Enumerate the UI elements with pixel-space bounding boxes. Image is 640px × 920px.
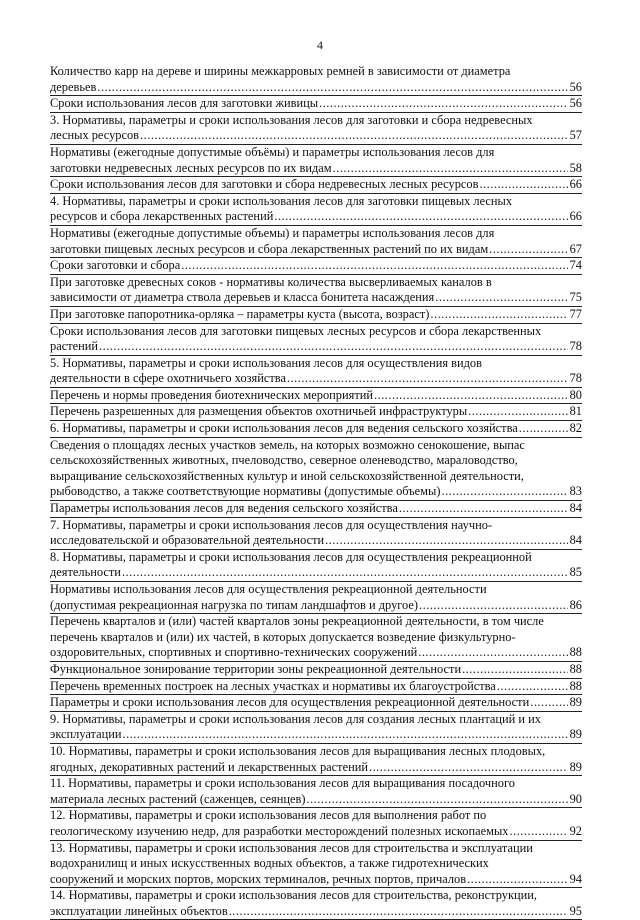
toc-page-number: 89 bbox=[569, 695, 582, 710]
toc-entry[interactable] bbox=[50, 388, 582, 405]
toc-entry-line: водохранилищ и иных искусственных водных объектов, а также гидротехнических bbox=[50, 856, 489, 871]
toc-page-number: 66 bbox=[569, 177, 582, 192]
toc-entry-line: Перечень кварталов и (или) частей кварталов зоны рекреационной деятельности, в том числе bbox=[50, 614, 544, 629]
toc-page-number: 88 bbox=[569, 645, 582, 660]
dot-leader bbox=[430, 307, 567, 323]
toc-entry[interactable] bbox=[50, 324, 582, 356]
dot-leader bbox=[530, 695, 567, 711]
toc-entry-title: эксплуатации линейных объектов bbox=[50, 903, 228, 918]
toc-entry[interactable] bbox=[50, 550, 582, 582]
toc-entry-line: 7. Нормативы, параметры и сроки использования лесов для осуществления научно- bbox=[50, 517, 493, 532]
dot-leader bbox=[306, 792, 567, 808]
toc-entry-line: перечень кварталов и (или) их частей, в которых допускается возведение физкультурно- bbox=[50, 629, 516, 644]
toc-entry[interactable] bbox=[50, 194, 582, 226]
toc-entry-line: выращивание сельскохозяйственных культур и иной сельскохозяйственной деятельности, bbox=[50, 468, 524, 483]
dot-leader bbox=[441, 484, 567, 500]
dot-leader bbox=[319, 96, 568, 112]
toc-entry-line: Нормативы использования лесов для осуществления рекреационной деятельности bbox=[50, 582, 487, 596]
toc-entry-line: 5. Нормативы, параметры и сроки использования лесов для осуществления видов bbox=[50, 355, 482, 370]
dot-leader bbox=[468, 404, 567, 420]
toc-page-number: 67 bbox=[569, 241, 582, 256]
toc-entry-line: 13. Нормативы, параметры и сроки использования лесов для строительства и эксплуатации bbox=[50, 840, 533, 855]
toc-entry[interactable] bbox=[50, 695, 582, 712]
toc-entry-line: 4. Нормативы, параметры и сроки использования лесов для заготовки пищевых лесных bbox=[50, 193, 513, 208]
toc-page-number: 89 bbox=[569, 727, 582, 742]
toc-entry[interactable] bbox=[50, 356, 582, 388]
table-of-contents bbox=[50, 64, 582, 920]
toc-entry-line: Нормативы (ежегодные допустимые объемы) и параметры использования лесов для bbox=[50, 225, 495, 240]
dot-leader bbox=[122, 565, 568, 581]
toc-entry-title: оздоровительных, спортивных и спортивно-технических сооружений bbox=[50, 645, 418, 660]
toc-page-number: 88 bbox=[569, 678, 582, 693]
dot-leader bbox=[489, 242, 567, 258]
toc-entry-line: сельскохозяйственных животных, пчеловодство, северное оленеводство, мараловодство, bbox=[50, 453, 518, 468]
dot-leader bbox=[467, 872, 568, 888]
dot-leader bbox=[287, 371, 568, 387]
dot-leader bbox=[462, 662, 568, 678]
toc-page-number: 75 bbox=[569, 290, 582, 305]
toc-page-number: 82 bbox=[569, 421, 582, 436]
dot-leader bbox=[123, 727, 568, 743]
toc-entry[interactable] bbox=[50, 808, 582, 840]
toc-page-number: 92 bbox=[569, 823, 582, 838]
toc-entry-title: деятельности в сфере охотничьего хозяйства bbox=[50, 371, 286, 386]
toc-entry[interactable] bbox=[50, 518, 582, 550]
dot-leader bbox=[479, 177, 567, 193]
toc-entry[interactable] bbox=[50, 438, 582, 501]
toc-entry-title: Перечень временных построек на лесных участках и нормативы их благоустройства bbox=[50, 678, 496, 693]
dot-leader bbox=[418, 645, 567, 661]
dot-leader bbox=[325, 533, 567, 549]
toc-entry-title: заготовки недревесных лесных ресурсов по их видам bbox=[50, 160, 332, 175]
toc-entry[interactable] bbox=[50, 776, 582, 808]
toc-entry[interactable] bbox=[50, 712, 582, 744]
toc-entry[interactable] bbox=[50, 582, 582, 614]
dot-leader bbox=[97, 80, 567, 96]
toc-entry-title: зависимости от диаметра ствола деревьев и класса бонитета насаждения bbox=[50, 290, 435, 305]
toc-entry-line: Сведения о площадях лесных участков земель, на которых возможно сенокошение, выпас bbox=[50, 437, 525, 452]
toc-entry-line: Сроки использования лесов для заготовки пищевых лесных ресурсов и сбора лекарственных bbox=[50, 323, 542, 338]
toc-entry[interactable] bbox=[50, 258, 582, 275]
dot-leader bbox=[99, 339, 568, 355]
toc-entry-title: деревьев bbox=[50, 79, 97, 94]
dot-leader bbox=[509, 824, 567, 840]
toc-entry[interactable] bbox=[50, 113, 582, 145]
toc-page-number: 81 bbox=[569, 404, 582, 419]
toc-entry[interactable] bbox=[50, 275, 582, 307]
toc-entry[interactable] bbox=[50, 226, 582, 258]
toc-entry[interactable] bbox=[50, 404, 582, 421]
toc-entry-line: 9. Нормативы, параметры и сроки использования лесов для создания лесных плантаций и их bbox=[50, 711, 541, 726]
toc-page-number: 77 bbox=[569, 306, 582, 321]
toc-page-number: 74 bbox=[569, 258, 582, 273]
toc-entry-title: ресурсов и сбора лекарственных растений bbox=[50, 209, 274, 224]
toc-page-number: 84 bbox=[569, 533, 582, 548]
toc-entry-title: исследовательской и образовательной деятельности bbox=[50, 533, 325, 548]
toc-entry-title: материала лесных растений (саженцев, сеянцев) bbox=[50, 791, 306, 806]
toc-entry-line: Количество карр на дереве и ширины межкарровых ремней в зависимости от диаметра bbox=[50, 64, 511, 78]
dot-leader bbox=[369, 760, 568, 776]
toc-entry[interactable] bbox=[50, 679, 582, 696]
toc-page-number: 57 bbox=[569, 128, 582, 143]
dot-leader bbox=[419, 598, 568, 614]
toc-entry-title: растений bbox=[50, 339, 99, 354]
toc-page-number: 86 bbox=[569, 597, 582, 612]
toc-page-number: 58 bbox=[569, 160, 582, 175]
toc-entry-title: деятельности bbox=[50, 565, 121, 580]
toc-entry-line: 12. Нормативы, параметры и сроки использования лесов для выполнения работ по bbox=[50, 808, 487, 823]
toc-entry-line: Нормативы (ежегодные допустимые объёмы) и параметры использования лесов для bbox=[50, 144, 495, 159]
toc-entry[interactable] bbox=[50, 501, 582, 518]
dot-leader bbox=[435, 290, 567, 306]
toc-page-number: 83 bbox=[569, 484, 582, 499]
dot-leader bbox=[229, 904, 568, 920]
page-number: 4 bbox=[317, 38, 323, 52]
toc-page-number: 56 bbox=[569, 79, 582, 94]
toc-page-number: 78 bbox=[569, 339, 582, 354]
toc-page-number: 90 bbox=[569, 791, 582, 806]
toc-entry-title: геологическому изучению недр, для разработки месторождений полезных ископаемых bbox=[50, 823, 509, 838]
toc-entry[interactable] bbox=[50, 888, 582, 920]
toc-entry-line: 11. Нормативы, параметры и сроки использования лесов для выращивания посадочного bbox=[50, 776, 515, 791]
toc-entry-title: При заготовке папоротника-орляка – параметры куста (высота, возраст) bbox=[50, 306, 430, 321]
toc-entry-line: 10. Нормативы, параметры и сроки использования лесов для выращивания лесных плодовых, bbox=[50, 743, 546, 758]
toc-entry-line: 14. Нормативы, параметры и сроки использования лесов для строительства, реконструкции, bbox=[50, 888, 537, 903]
toc-entry-title: рыбоводство, а также соответствующие нормативы (допустимые объемы) bbox=[50, 484, 441, 499]
dot-leader bbox=[399, 501, 568, 517]
dot-leader bbox=[274, 209, 567, 225]
toc-entry[interactable] bbox=[50, 307, 582, 324]
toc-page-number: 66 bbox=[569, 209, 582, 224]
toc-entry[interactable] bbox=[50, 662, 582, 679]
dot-leader bbox=[333, 161, 568, 177]
toc-entry-title: Функциональное зонирование территории зоны рекреационной деятельности bbox=[50, 661, 462, 676]
toc-entry-line: При заготовке древесных соков - нормативы количества высверливаемых каналов в bbox=[50, 274, 492, 289]
toc-page-number: 78 bbox=[569, 371, 582, 386]
toc-entry[interactable] bbox=[50, 64, 582, 96]
toc-entry[interactable] bbox=[50, 177, 582, 194]
toc-entry-title: 6. Нормативы, параметры и сроки использования лесов для ведения сельского хозяйства bbox=[50, 421, 518, 436]
toc-entry[interactable] bbox=[50, 744, 582, 776]
dot-leader bbox=[374, 388, 568, 404]
dot-leader bbox=[519, 421, 568, 437]
toc-page-number: 84 bbox=[569, 501, 582, 516]
toc-entry[interactable] bbox=[50, 96, 582, 113]
toc-page-number: 80 bbox=[569, 387, 582, 402]
toc-entry-title: Перечень и нормы проведения биотехнических мероприятий bbox=[50, 387, 373, 402]
toc-entry-title: Сроки использования лесов для заготовки живицы bbox=[50, 96, 319, 111]
toc-page-number: 88 bbox=[569, 661, 582, 676]
toc-page-number: 94 bbox=[569, 871, 582, 886]
toc-page-number: 89 bbox=[569, 759, 582, 774]
toc-entry-title: Сроки заготовки и сбора bbox=[50, 258, 181, 273]
toc-page-number: 85 bbox=[569, 565, 582, 580]
toc-entry[interactable] bbox=[50, 145, 582, 177]
toc-entry-title: сооружений и морских портов, морских терминалов, речных портов, причалов bbox=[50, 871, 467, 886]
toc-page-number: 56 bbox=[569, 96, 582, 111]
toc-entry-title: эксплуатации bbox=[50, 727, 122, 742]
dot-leader bbox=[497, 679, 568, 695]
toc-entry[interactable] bbox=[50, 421, 582, 438]
dot-leader bbox=[181, 258, 567, 274]
toc-entry-line: 3. Нормативы, параметры и сроки использования лесов для заготовки и сбора недревесных bbox=[50, 112, 533, 127]
toc-entry-title: заготовки пищевых лесных ресурсов и сбора лекарственных растений по их видам bbox=[50, 241, 489, 256]
toc-entry-title: (допустимая рекреационная нагрузка по типам ландшафтов и другое) bbox=[50, 597, 419, 612]
toc-entry-title: Сроки использования лесов для заготовки и сбора недревесных лесных ресурсов bbox=[50, 177, 479, 192]
toc-entry[interactable] bbox=[50, 841, 582, 889]
toc-entry-title: ягодных, декоративных растений и лекарственных растений bbox=[50, 759, 368, 774]
toc-entry-title: Перечень разрешенных для размещения объектов охотничьей инфраструктуры bbox=[50, 404, 468, 419]
toc-entry-line: 8. Нормативы, параметры и сроки использования лесов для осуществления рекреационной bbox=[50, 549, 532, 564]
toc-page-number: 95 bbox=[569, 903, 582, 918]
toc-entry-title: Параметры использования лесов для ведения сельского хозяйства bbox=[50, 501, 398, 516]
dot-leader bbox=[140, 128, 568, 144]
toc-entry-title: Параметры и сроки использования лесов для осуществления рекреационной деятельности bbox=[50, 695, 530, 710]
toc-entry-title: лесных ресурсов bbox=[50, 128, 140, 143]
toc-entry[interactable] bbox=[50, 614, 582, 662]
